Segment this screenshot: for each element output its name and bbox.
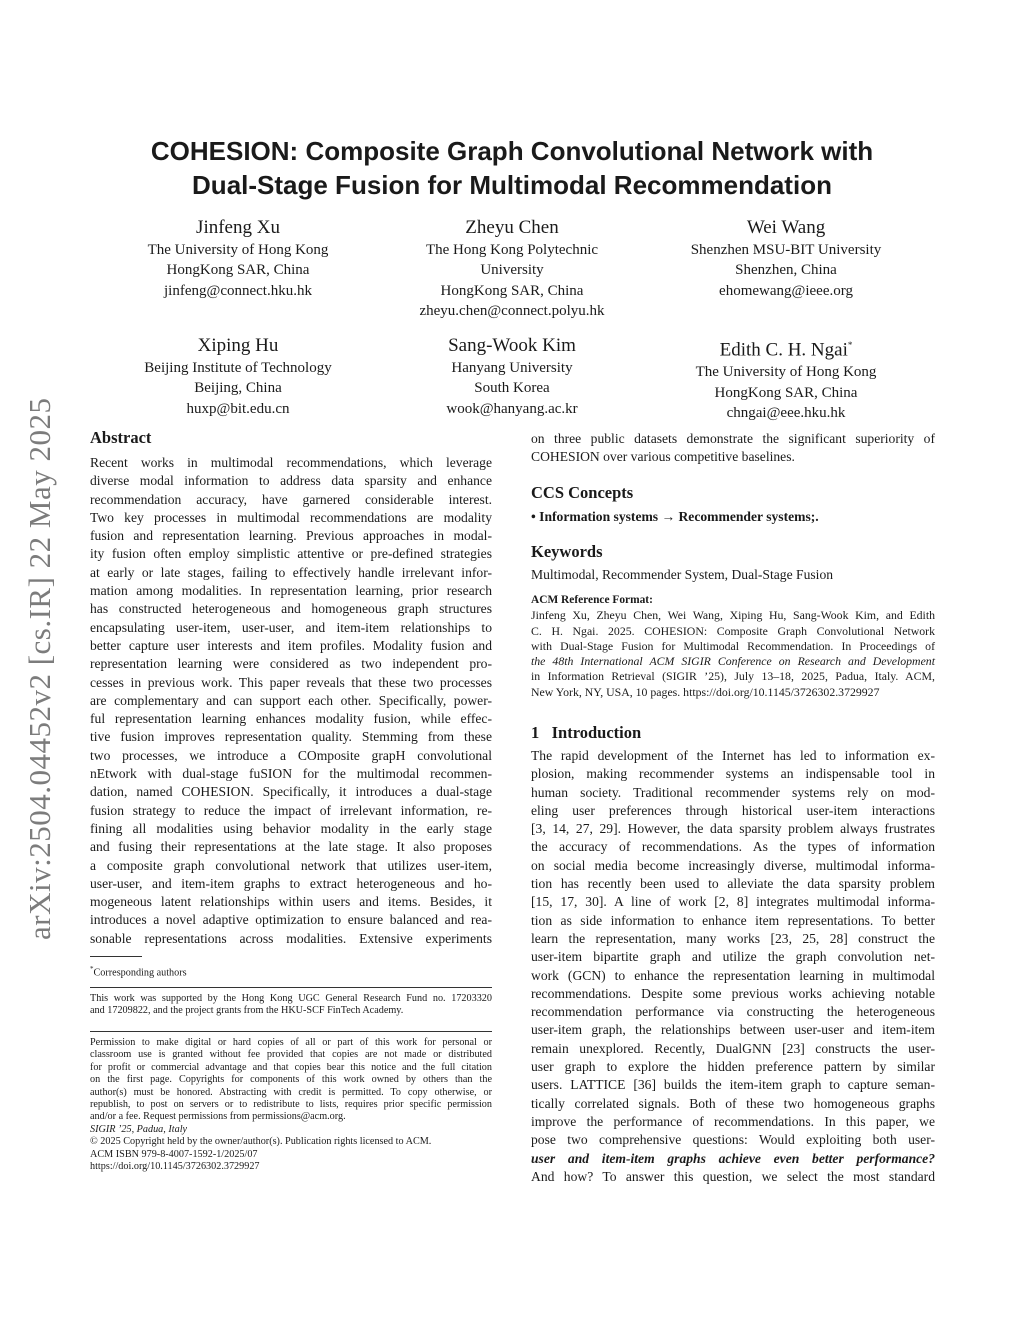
author-affiliation: Hanyang University <box>451 360 573 376</box>
author-affiliation: Shenzhen MSU-BIT University <box>690 242 882 258</box>
title-line-2: Dual-Stage Fusion for Multimodal Recommendation <box>192 170 832 200</box>
author-block <box>362 334 662 419</box>
isbn-line: ACM ISBN 979-8-4007-1592-1/2025/07 <box>90 1148 258 1160</box>
ccs-heading: CCS Concepts <box>531 483 634 502</box>
abstract-body <box>90 454 492 948</box>
author-affiliation: The Hong Kong Polytechnic <box>425 242 599 258</box>
intro-line: user-item graph, the relationships between user-user and item-item <box>531 1022 935 1038</box>
funding-rule <box>90 987 492 988</box>
abstract-line: Recent works in multimodal recommendations, which leverage <box>90 455 492 470</box>
intro-line: [3, 14, 27, 29]. However, the data sparsity problem always frustrates <box>531 821 935 837</box>
permission-rule <box>90 1031 492 1032</box>
intro-line: user and item-item graphs achieve even better performance? <box>531 1150 935 1166</box>
intro-line: on social media become increasingly diverse, multimodal informa- <box>531 857 935 873</box>
reference-line: New York, NY, USA, 10 pages. https://doi.org/10.1145/3726302.3729927 <box>531 684 880 699</box>
reference-line: with Dual-Stage Fusion for Multimodal Recommendation. In Proceedings of <box>531 638 935 653</box>
keywords-heading: Keywords <box>531 542 603 561</box>
abstract-line: diverse modal information to address data sparsity and enhance <box>90 473 492 489</box>
author-block <box>88 216 388 301</box>
intro-line: users. LATTICE [36] builds the item-item graph to capture seman- <box>531 1077 935 1093</box>
arxiv-sidebar-stamp: arXiv:2504.04452v2 [cs.IR] 22 May 2025 <box>22 397 57 940</box>
abstract-line: introduces a novel adaptive optimization to ensure balanced and rea- <box>90 912 492 928</box>
permission-line: on the first page. Copyrights for components of this work owned by others than the <box>90 1074 492 1086</box>
author-name: Xiping Hu <box>197 335 279 356</box>
section-number: 1 <box>531 723 540 742</box>
intro-line: human society. Traditional recommender systems rely on mod- <box>531 784 935 800</box>
author-block <box>636 216 936 301</box>
abstract-line: tive fusion improves representation quality. Stemming from these <box>90 729 492 745</box>
permission-line: classroom use is granted without fee provided that copies are not made or distributed <box>90 1049 492 1061</box>
author-email: huxp@bit.edu.cn <box>186 400 290 417</box>
author-email: chngai@eee.hku.hk <box>726 404 846 421</box>
author-location: HongKong SAR, China <box>714 384 858 401</box>
author-name-row <box>636 334 936 361</box>
intro-line: recommendation performance via constructing the heterogeneous <box>531 1004 935 1020</box>
permission-line: author(s) must be honored. Abstracting with credit is permitted. To copy otherwise, or <box>90 1086 492 1098</box>
author-name: Sang-Wook Kim <box>448 335 576 356</box>
abstract-line: fining all modalities using behavior modality in the early stage <box>90 820 492 836</box>
abstract-line: a composite graph convolutional network that utilizes user-item, <box>90 857 492 873</box>
abstract-line: COHESION over various competitive baselines. <box>531 449 795 465</box>
abstract-line: dation, named COHESION. Specifically, it introduces a dual-stage <box>90 784 492 800</box>
abstract-line: user-user, and item-item graphs to extract heterogeneous and ho- <box>90 875 492 891</box>
author-affiliation: University <box>480 262 544 279</box>
copyright-line: © 2025 Copyright held by the owner/author(s). Publication rights licensed to ACM. <box>90 1136 432 1148</box>
venue: SIGIR ’25, Padua, Italy <box>90 1123 188 1135</box>
intro-line: tion as side information to enhance item representations. To better <box>531 912 935 928</box>
intro-line: recommendations. Despite some previous works achieving notable <box>531 985 935 1001</box>
doi-link[interactable]: https://doi.org/10.1145/3726302.3729927 <box>90 1161 260 1173</box>
permission-note <box>90 1037 492 1173</box>
abstract-line: fusion and representation learning. Previous approaches in modal- <box>90 528 492 544</box>
reference-line: C. H. Ngai. 2025. COHESION: Composite Graph Convolutional Network <box>531 623 935 638</box>
intro-line: user-item bipartite graph and utilize the graph convolution net- <box>531 949 935 965</box>
intro-line: the accuracy of recommendations. As the types of information <box>531 839 935 855</box>
corresponding-author-mark: * <box>847 340 853 350</box>
abstract-line: at early or late stages, failing to effectively handle irrelevant infor- <box>90 564 492 580</box>
keywords-section <box>531 542 935 583</box>
author-email: wook@hanyang.ac.kr <box>446 400 578 417</box>
title-line-1: COHESION: Composite Graph Convolutional Network with <box>150 136 874 166</box>
intro-line: tically correlated signals. Both of these two homogeneous graphs <box>531 1095 935 1111</box>
abstract-line: ful representation learning enhances modality fusion, while effec- <box>90 711 492 727</box>
intro-line: The rapid development of the Internet has led to information ex- <box>531 748 935 763</box>
intro-line: tion has recently been used to alleviate the data sparsity problem <box>531 876 935 892</box>
abstract-line: representation learning were considered as two independent pro- <box>90 656 492 672</box>
footnote-text: Corresponding authors <box>93 967 187 979</box>
author-affiliation: The University of Hong Kong <box>147 242 329 258</box>
intro-line: plosion, making recommender systems an indispensable tool in <box>531 766 935 782</box>
paper-title <box>80 134 944 202</box>
abstract-line: recommendation accuracy, have garnered considerable interest. <box>90 491 492 507</box>
author-affiliation: Beijing Institute of Technology <box>144 360 332 376</box>
intro-line: remain unexplored. Recently, DualGNN [23] constructs the user- <box>531 1040 935 1056</box>
section-title: Introduction <box>551 723 642 742</box>
abstract-line: has constructed heterogeneous and homogeneous graph structures <box>90 601 492 617</box>
intro-line: user graph to explore the hidden preference pattern by similar <box>531 1059 935 1075</box>
author-location: HongKong SAR, China <box>166 262 310 279</box>
corresponding-footnote: *Corresponding authors <box>90 965 187 979</box>
author-name: Jinfeng Xu <box>196 217 280 238</box>
author-email: zheyu.chen@connect.polyu.hk <box>419 302 605 319</box>
abstract-line: better capture user interests and item profiles. Modality fusion and <box>90 637 492 653</box>
intro-line: learn the representation, many works [23, 25, 28] construct the <box>531 930 935 946</box>
introduction-body <box>531 747 935 1186</box>
abstract-line: nEtwork with dual-stage fuSION for the multimodal recommen- <box>90 766 492 782</box>
reference-line: Jinfeng Xu, Zheyu Chen, Wei Wang, Xiping Hu, Sang-Wook Kim, and Edith <box>531 608 935 623</box>
permission-line: republish, to post on servers or to redistribute to lists, requires prior specific permission <box>90 1099 492 1111</box>
author-location: South Korea <box>474 380 550 397</box>
funding-line: This work was supported by the Hong Kong UGC General Research Fund no. 17203320 <box>90 993 492 1004</box>
abstract-line: and fusing their representations at the late stage. It also proposes <box>90 839 492 855</box>
author-block <box>362 216 662 321</box>
acm-reference <box>531 593 935 700</box>
author-name: Wei Wang <box>746 217 826 238</box>
reference-line: in Information Retrieval (SIGIR ’25), July 13–18, 2025, Padua, Italy. ACM, <box>531 669 935 684</box>
abstract-line: on three public datasets demonstrate the significant superiority of <box>531 431 935 446</box>
permission-line: Permission to make digital or hard copies of all or part of this work for personal or <box>90 1037 492 1048</box>
permission-line: and/or a fee. Request permissions from permissions@acm.org. <box>90 1111 346 1123</box>
abstract-line: two processes, we introduce a COmposite grapH convolutional <box>90 747 492 763</box>
abstract-continuation <box>531 430 935 467</box>
intro-line: pose two comprehensive questions: Would exploiting both user- <box>531 1132 935 1148</box>
abstract-line: ity fusion often employ simplistic attentive or pre-defined strategies <box>90 546 492 562</box>
author-name: Edith C. H. Ngai <box>719 339 848 361</box>
author-affiliation: The University of Hong Kong <box>695 364 877 381</box>
abstract-line: encapsulating user-item, user-user, and item-item relationships to <box>90 619 492 635</box>
author-block <box>88 334 388 419</box>
introduction-section <box>531 723 935 1186</box>
abstract-line: cesses in previous work. This paper reveals that these two processes <box>90 674 492 690</box>
funding-note <box>90 993 492 1018</box>
acm-reference-heading: ACM Reference Format: <box>531 594 653 606</box>
author-location: Shenzhen, China <box>735 262 837 279</box>
intro-line: improve the performance of recommendations. In this paper, we <box>531 1113 935 1129</box>
intro-line: work (GCN) to enhance the representation learning in multimodal <box>531 967 935 983</box>
author-block <box>636 334 936 423</box>
author-name: Zheyu Chen <box>465 217 559 238</box>
abstract-line: fusion strategy to reduce the impact of irrelevant information, re- <box>90 802 492 818</box>
abstract-heading: Abstract <box>90 428 152 447</box>
ccs-concept: • Information systems → Recommender systems;. <box>531 509 819 524</box>
permission-line: for profit or commercial advantage and that copies bear this notice and the full citation <box>90 1061 492 1073</box>
funding-line: and 17209822, and the project grants from the HKU-SCF FinTech Academy. <box>90 1005 404 1017</box>
abstract-line: sonable representations across modalities. Extensive experiments <box>90 930 492 946</box>
intro-line: eling user preferences through historical user-item interactions <box>531 802 935 818</box>
abstract-line: are complementary and can support each other. Specifically, power- <box>90 692 492 708</box>
author-location: Beijing, China <box>194 380 282 397</box>
intro-line: [15, 17, 30]. A line of work [2, 8] integrates multimodal informa- <box>531 894 935 910</box>
author-email: jinfeng@connect.hku.hk <box>164 282 312 299</box>
footnote-rule <box>90 956 142 957</box>
author-location: HongKong SAR, China <box>440 282 584 299</box>
abstract-line: mation among modalities. In representation learning, prior research <box>90 583 492 599</box>
ccs-section <box>531 483 935 525</box>
intro-line: And how? To answer this question, we select the most standard <box>531 1168 935 1184</box>
left-column <box>90 428 492 948</box>
abstract-line: Two key processes in multimodal recommendations are modality <box>90 509 492 525</box>
author-email: ehomewang@ieee.org <box>719 282 853 299</box>
introduction-heading <box>531 723 935 743</box>
keywords-text: Multimodal, Recommender System, Dual-Stage Fusion <box>531 567 834 582</box>
abstract-line: mogeneous latent relationships within users and items. Besides, it <box>90 894 492 910</box>
reference-line: the 48th International ACM SIGIR Conference on Research and Development <box>531 654 935 669</box>
